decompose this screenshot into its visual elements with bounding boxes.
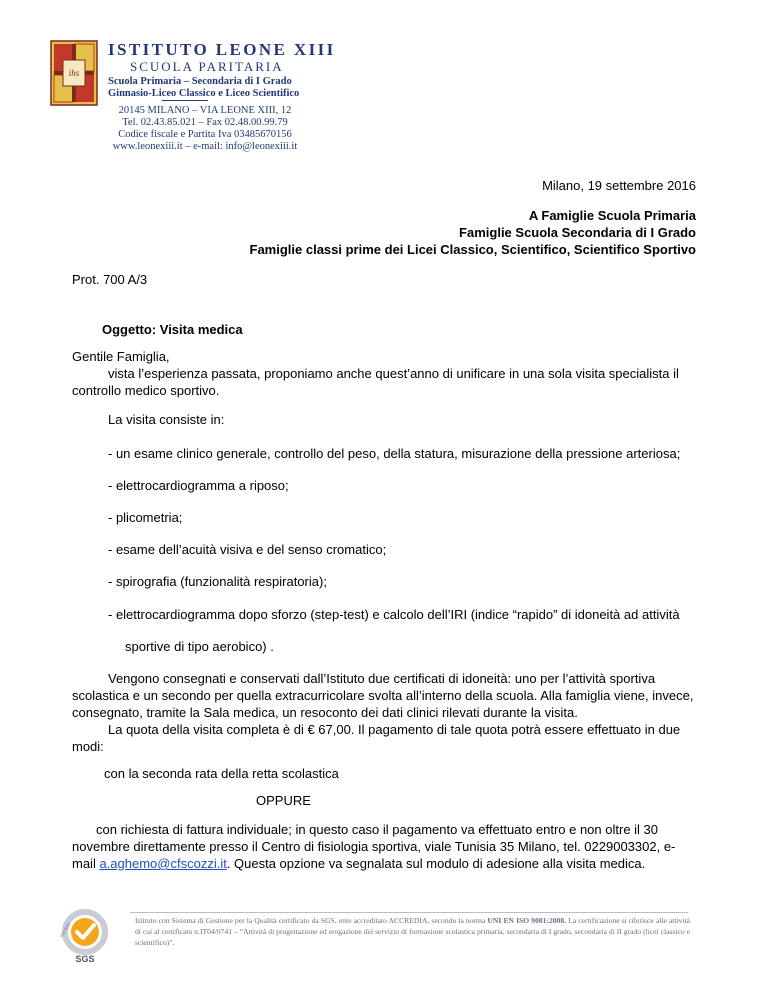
school-address: 20145 MILANO – VIA LEONE XIII, 12	[118, 105, 292, 116]
greeting: Gentile Famiglia,	[72, 349, 170, 364]
payment-option-2-line-3	[72, 856, 645, 872]
letter-date: Milano, 19 settembre 2016	[542, 178, 696, 193]
intro-line-2: controllo medico sportivo.	[72, 383, 220, 398]
footer-divider	[130, 912, 688, 913]
certificates-line-3: consegnato, tramite la Sala medica, un resoconto dei dati clinici rilevati durante la visita.	[72, 705, 578, 720]
certificates-line-1: Vengono consegnati e conservati dall’Istituto due certificati di idoneità: uno per l’attività sportiva	[108, 671, 656, 686]
school-levels-line1: Scuola Primaria – Secondaria di I Grado	[108, 76, 292, 87]
fee-line-2: modi:	[72, 739, 104, 754]
school-name: ISTITUTO LEONE XIII	[108, 40, 336, 59]
visit-item: - elettrocardiogramma dopo sforzo (step-test) e calcolo dell’IRI (indice “rapido” di idoneità ad attività	[108, 607, 680, 622]
svg-text:SGS: SGS	[75, 954, 95, 964]
svg-text:ISO 9001: ISO 9001	[58, 921, 72, 939]
school-phone: Tel. 02.43.85.021 – Fax 02.48.00.99.79	[122, 117, 288, 128]
footer-norm: UNI EN ISO 9001:2008.	[487, 916, 567, 925]
payment-option-2-line-2: novembre direttamente presso il Centro di fisiologia sportiva, viale Tunisia 35 Milano, tel. 0229003302, e-	[72, 839, 676, 854]
school-crest-logo	[50, 40, 98, 106]
email-link[interactable]: a.aghemo@cfscozzi.it	[99, 856, 227, 871]
footer-text-part: Istituto con Sistema di Gestione per la Qualità certificato da SGS, ente accreditato ACCREDIA, secondo la norma	[135, 916, 488, 925]
payment-option-1: con la seconda rata della retta scolastica	[104, 766, 339, 781]
recipient-2: Famiglie Scuola Secondaria di I Grado	[459, 225, 696, 240]
visit-item: - un esame clinico generale, controllo del peso, della statura, misurazione della pressione arteriosa;	[108, 446, 681, 461]
recipient-1: A Famiglie Scuola Primaria	[528, 208, 696, 223]
visit-item: - elettrocardiogramma a riposo;	[108, 478, 289, 493]
fee-line-1: La quota della visita completa è di € 67,00. Il pagamento di tale quota potrà essere effettuato in due	[108, 722, 681, 737]
svg-text:ihs: ihs	[68, 68, 80, 78]
email-suffix: . Questa opzione va segnalata sul modulo di adesione alla visita medica.	[226, 856, 646, 871]
footer-text-part: La certificazione si riferisce alle attività di cui al certificato n.IT04/0741 – “Attività di progettazione ed erogazione del servizio di formazione scolastica primaria, secondaria di I grado, secondaria di II grado (licei classico e scientifico)”.	[135, 916, 690, 947]
visit-item: - esame dell’acuità visiva e del senso cromatico;	[108, 542, 387, 557]
payment-option-2-line-1: con richiesta di fattura individuale; in questo caso il pagamento va effettuato entro e non oltre il 30	[96, 822, 659, 837]
visit-intro: La visita consiste in:	[108, 412, 225, 427]
sgs-certification-logo	[52, 908, 118, 966]
visit-item-continuation: sportive di tipo aerobico) .	[125, 639, 274, 654]
school-type: SCUOLA PARITARIA	[130, 59, 284, 74]
oppure-label: OPPURE	[256, 793, 311, 808]
school-levels-line2: Ginnasio-Liceo Classico e Liceo Scientifico	[108, 88, 300, 99]
visit-item: - plicometria;	[108, 510, 183, 525]
recipient-3: Famiglie classi prime dei Licei Classico, Scientifico, Scientifico Sportivo	[249, 242, 696, 257]
certificates-line-2: scolastica e un secondo per quella extracurricolare svolta all’interno della scuola. Alla famiglia viene, invece,	[72, 688, 694, 703]
email-prefix: mail	[72, 856, 100, 871]
school-tax-code: Codice fiscale e Partita Iva 03485670156	[118, 129, 292, 140]
footer-certification-text	[135, 915, 690, 948]
protocol-number: Prot. 700 A/3	[72, 272, 148, 287]
school-web-email: www.leonexiii.it – e-mail: info@leonexiii.it	[112, 141, 298, 152]
letterhead-divider	[162, 100, 208, 101]
visit-item: - spirografia (funzionalità respiratoria);	[108, 574, 327, 589]
letter-subject: Oggetto: Visita medica	[102, 322, 243, 337]
intro-line-1: vista l’esperienza passata, proponiamo anche quest’anno di unificare in una sola visita specialista il	[108, 366, 679, 381]
